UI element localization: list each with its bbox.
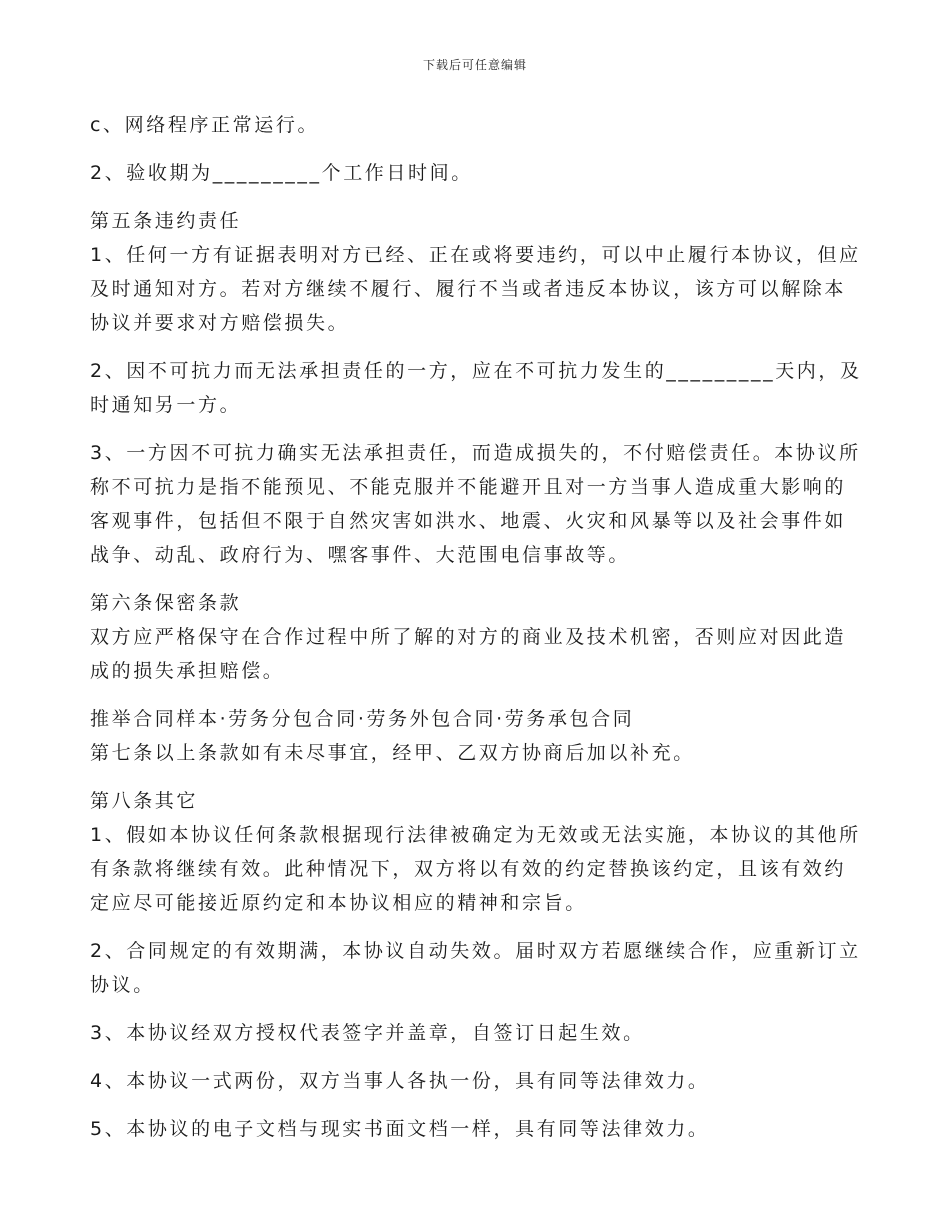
clause-5-2-line-2: 时通知另一方。: [90, 394, 242, 416]
clause-5-2-line-1: 2、因不可抗力而无法承担责任的一方，应在不可抗力发生的_________天内，及: [90, 360, 862, 382]
clause-c-network: c、网络程序正常运行。: [90, 114, 320, 136]
page-header: 下载后可任意编辑: [422, 58, 527, 72]
clause-8-2-line-1: 2、合同规定的有效期满，本协议自动失效。届时双方若愿继续合作，应重新订立: [90, 940, 861, 962]
clause-8-2-line-2: 协议。: [90, 974, 155, 996]
clause-6-line-2: 成的损失承担赔偿。: [90, 660, 285, 682]
section-title-5: 第五条违约责任: [90, 210, 242, 232]
clause-5-1-line-1: 1、任何一方有证据表明对方已经、正在或将要违约，可以中止履行本协议，但应: [90, 244, 861, 266]
clause-5-3-line-2: 称不可抗力是指不能预见、不能克服并不能避开且对一方当事人造成重大影响的: [90, 476, 847, 498]
section-title-8: 第八条其它: [90, 790, 199, 812]
document-body: [90, 108, 865, 1146]
clause-8-5: 5、本协议的电子文档与现实书面文档一样，具有同等法律效力。: [90, 1118, 710, 1140]
clause-8-4: 4、本协议一式两份，双方当事人各执一份，具有同等法律效力。: [90, 1070, 710, 1092]
clause-8-3: 3、本协议经双方授权代表签字并盖章，自签订日起生效。: [90, 1022, 645, 1044]
recommended-contracts: 推举合同样本·劳务分包合同·劳务外包合同·劳务承包合同: [90, 708, 635, 730]
clause-8-1-line-2: 有条款将继续有效。此种情况下，双方将以有效的约定替换该约定，且该有效约: [90, 858, 847, 880]
clause-acceptance-period: 2、验收期为_________个工作日时间。: [90, 162, 473, 184]
clause-8-1-line-3: 定应尽可能接近原约定和本协议相应的精神和宗旨。: [90, 892, 587, 914]
clause-5-3-line-4: 战争、动乱、政府行为、嘿客事件、大范围电信事故等。: [90, 544, 631, 566]
clause-5-1-line-2: 及时通知对方。若对方继续不履行、履行不当或者违反本协议，该方可以解除本: [90, 278, 847, 300]
section-7: 第七条以上条款如有未尽事宜，经甲、乙双方协商后加以补充。: [90, 742, 695, 764]
section-title-6: 第六条保密条款: [90, 592, 242, 614]
clause-5-1-line-3: 协议并要求对方赔偿损失。: [90, 312, 350, 334]
clause-8-1-line-1: 1、假如本协议任何条款根据现行法律被确定为无效或无法实施，本协议的其他所: [90, 824, 861, 846]
clause-6-line-1: 双方应严格保守在合作过程中所了解的对方的商业及技术机密，否则应对因此造: [90, 626, 847, 648]
clause-5-3-line-1: 3、一方因不可抗力确实无法承担责任，而造成损失的，不付赔偿责任。本协议所: [90, 442, 861, 464]
clause-5-3-line-3: 客观事件，包括但不限于自然灾害如洪水、地震、火灾和风暴等以及社会事件如: [90, 510, 847, 532]
